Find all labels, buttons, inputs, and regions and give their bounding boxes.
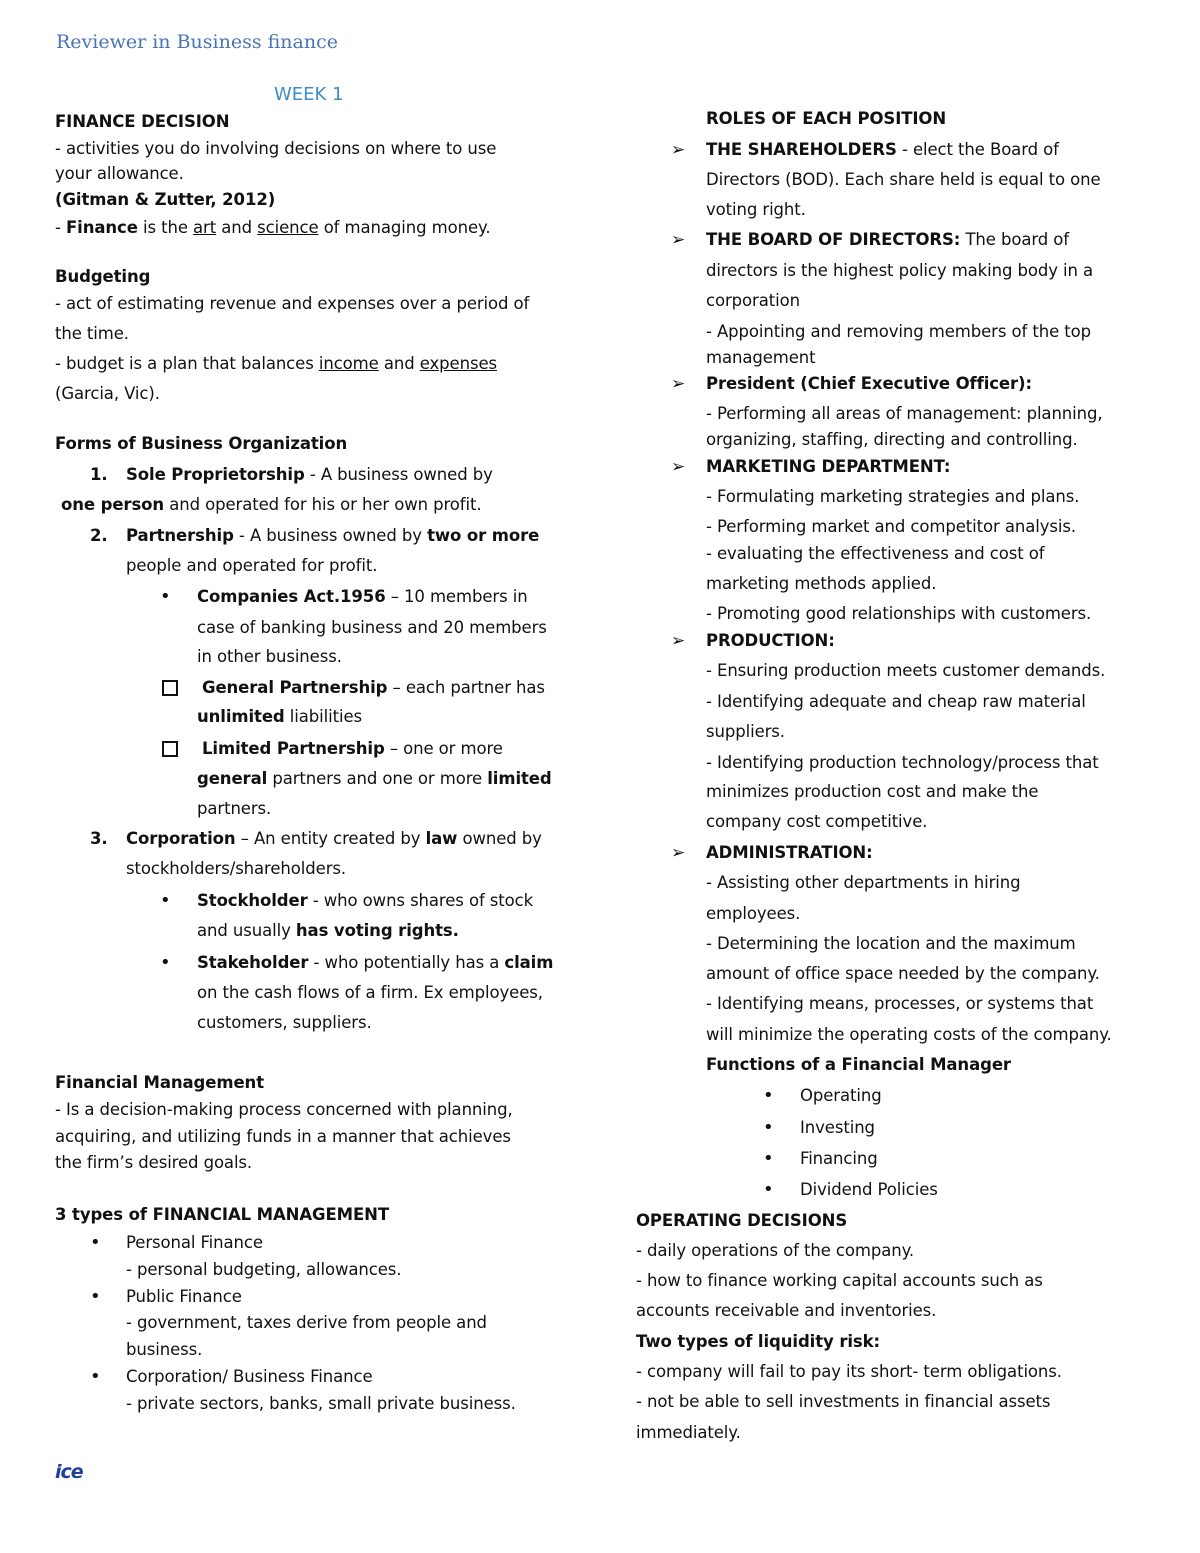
limited-partnership-text: partners. bbox=[197, 799, 272, 818]
citation: (Gitman & Zutter, 2012) bbox=[55, 190, 276, 209]
production-text: - Identifying production technology/process that bbox=[706, 753, 1099, 772]
finance-decision-heading: FINANCE DECISION bbox=[55, 112, 230, 131]
arrow-bullet-icon: ➢ bbox=[671, 230, 686, 250]
financial-management-text: acquiring, and utilizing funds in a manner that achieves bbox=[55, 1127, 511, 1146]
type-item: Corporation/ Business Finance bbox=[126, 1367, 373, 1386]
shareholders-role: THE SHAREHOLDERS - elect the Board of bbox=[706, 140, 1059, 159]
president-role: President (Chief Executive Officer): bbox=[706, 374, 1032, 393]
production-text: - Identifying adequate and cheap raw material bbox=[706, 692, 1086, 711]
bullet-icon: • bbox=[160, 952, 171, 973]
operating-decisions-text: accounts receivable and inventories. bbox=[636, 1301, 937, 1320]
production-text: - Ensuring production meets customer demands. bbox=[706, 661, 1106, 680]
liquidity-risk-text: - company will fail to pay its short- term obligations. bbox=[636, 1362, 1062, 1381]
checkbox-icon bbox=[162, 741, 178, 757]
budgeting-text: the time. bbox=[55, 324, 129, 343]
marketing-text: - Promoting good relationships with customers. bbox=[706, 604, 1092, 623]
production-text: minimizes production cost and make the bbox=[706, 782, 1039, 801]
stakeholder-text: on the cash flows of a firm. Ex employees, bbox=[197, 983, 543, 1002]
arrow-bullet-icon: ➢ bbox=[671, 631, 686, 651]
companies-act-text: case of banking business and 20 members bbox=[197, 618, 547, 637]
liquidity-risk-text: - not be able to sell investments in financial assets bbox=[636, 1392, 1051, 1411]
stakeholder: Stakeholder - who potentially has a claim bbox=[197, 953, 554, 972]
shareholders-text: Directors (BOD). Each share held is equal to one bbox=[706, 170, 1101, 189]
stakeholder-text: customers, suppliers. bbox=[197, 1013, 372, 1032]
bullet-icon: • bbox=[90, 1232, 101, 1253]
administration-text: - Identifying means, processes, or systems that bbox=[706, 994, 1094, 1013]
arrow-bullet-icon: ➢ bbox=[671, 374, 686, 394]
budgeting-text: - budget is a plan that balances income and expenses bbox=[55, 354, 498, 373]
administration-text: will minimize the operating costs of the company. bbox=[706, 1025, 1112, 1044]
bullet-icon: • bbox=[763, 1085, 774, 1106]
footer-logo: ice bbox=[55, 1461, 83, 1483]
production-text: company cost competitive. bbox=[706, 812, 928, 831]
liquidity-risk-heading: Two types of liquidity risk: bbox=[636, 1332, 880, 1351]
general-partnership: General Partnership – each partner has bbox=[202, 678, 545, 697]
liquidity-risk-text: immediately. bbox=[636, 1423, 741, 1442]
marketing-text: marketing methods applied. bbox=[706, 574, 937, 593]
finance-decision-text: - activities you do involving decisions on where to use bbox=[55, 139, 497, 158]
budgeting-text: (Garcia, Vic). bbox=[55, 384, 160, 403]
list-number: 1. bbox=[90, 465, 108, 484]
financial-management-text: - Is a decision-making process concerned with planning, bbox=[55, 1100, 513, 1119]
administration-text: - Determining the location and the maximum bbox=[706, 934, 1076, 953]
production-text: suppliers. bbox=[706, 722, 785, 741]
finance-decision-text: your allowance. bbox=[55, 164, 184, 183]
arrow-bullet-icon: ➢ bbox=[671, 843, 686, 863]
marketing-text: - Performing market and competitor analysis. bbox=[706, 517, 1076, 536]
president-text: - Performing all areas of management: planning, bbox=[706, 404, 1103, 423]
president-text: organizing, staffing, directing and controlling. bbox=[706, 430, 1078, 449]
operating-decisions-heading: OPERATING DECISIONS bbox=[636, 1211, 848, 1230]
budgeting-text: - act of estimating revenue and expenses over a period of bbox=[55, 294, 530, 313]
board-text: corporation bbox=[706, 291, 800, 310]
roles-heading: ROLES OF EACH POSITION bbox=[706, 109, 947, 128]
forms-heading: Forms of Business Organization bbox=[55, 434, 348, 453]
type-description: - private sectors, banks, small private business. bbox=[126, 1394, 516, 1413]
stockholder-text: and usually has voting rights. bbox=[197, 921, 459, 940]
week-label: WEEK 1 bbox=[274, 84, 344, 105]
production-role: PRODUCTION: bbox=[706, 631, 835, 650]
bullet-icon: • bbox=[90, 1366, 101, 1387]
administration-role: ADMINISTRATION: bbox=[706, 843, 873, 862]
financial-management-heading: Financial Management bbox=[55, 1073, 264, 1092]
arrow-bullet-icon: ➢ bbox=[671, 140, 686, 160]
marketing-text: - Formulating marketing strategies and plans. bbox=[706, 487, 1080, 506]
functions-heading: Functions of a Financial Manager bbox=[706, 1055, 1011, 1074]
marketing-text: - evaluating the effectiveness and cost of bbox=[706, 544, 1045, 563]
type-item: Personal Finance bbox=[126, 1233, 263, 1252]
bullet-icon: • bbox=[90, 1286, 101, 1307]
companies-act-text: in other business. bbox=[197, 647, 342, 666]
bullet-icon: • bbox=[763, 1117, 774, 1138]
arrow-bullet-icon: ➢ bbox=[671, 457, 686, 477]
finance-definition: - Finance is the art and science of managing money. bbox=[55, 218, 491, 237]
budgeting-heading: Budgeting bbox=[55, 267, 151, 286]
partnership-text: people and operated for profit. bbox=[126, 556, 378, 575]
document-header: Reviewer in Business finance bbox=[56, 31, 338, 53]
limited-partnership: Limited Partnership – one or more bbox=[202, 739, 503, 758]
function-item: Investing bbox=[800, 1118, 875, 1137]
bullet-icon: • bbox=[763, 1179, 774, 1200]
operating-decisions-text: - how to finance working capital accounts such as bbox=[636, 1271, 1043, 1290]
list-number: 2. bbox=[90, 526, 108, 545]
companies-act: Companies Act.1956 – 10 members in bbox=[197, 587, 528, 606]
marketing-role: MARKETING DEPARTMENT: bbox=[706, 457, 951, 476]
types-heading: 3 types of FINANCIAL MANAGEMENT bbox=[55, 1205, 390, 1224]
type-description: - government, taxes derive from people and bbox=[126, 1313, 487, 1332]
function-item: Operating bbox=[800, 1086, 882, 1105]
administration-text: employees. bbox=[706, 904, 801, 923]
financial-management-text: the firm’s desired goals. bbox=[55, 1153, 253, 1172]
limited-partnership-text: general partners and one or more limited bbox=[197, 769, 552, 788]
corporation: Corporation – An entity created by law owned by bbox=[126, 829, 542, 848]
board-role: THE BOARD OF DIRECTORS: The board of bbox=[706, 230, 1069, 249]
function-item: Financing bbox=[800, 1149, 878, 1168]
general-partnership-text: unlimited liabilities bbox=[197, 707, 363, 726]
shareholders-text: voting right. bbox=[706, 200, 806, 219]
function-item: Dividend Policies bbox=[800, 1180, 938, 1199]
sole-proprietorship: Sole Proprietorship - A business owned by bbox=[126, 465, 493, 484]
corporation-text: stockholders/shareholders. bbox=[126, 859, 347, 878]
board-text: directors is the highest policy making body in a bbox=[706, 261, 1094, 280]
board-text: management bbox=[706, 348, 816, 367]
stockholder: Stockholder - who owns shares of stock bbox=[197, 891, 534, 910]
type-description: - personal budgeting, allowances. bbox=[126, 1260, 402, 1279]
sole-proprietorship-text: one person and operated for his or her own profit. bbox=[61, 495, 482, 514]
bullet-icon: • bbox=[160, 890, 171, 911]
type-item: Public Finance bbox=[126, 1287, 242, 1306]
partnership: Partnership - A business owned by two or more bbox=[126, 526, 540, 545]
administration-text: - Assisting other departments in hiring bbox=[706, 873, 1021, 892]
board-text: - Appointing and removing members of the top bbox=[706, 322, 1092, 341]
checkbox-icon bbox=[162, 680, 178, 696]
bullet-icon: • bbox=[160, 586, 171, 607]
operating-decisions-text: - daily operations of the company. bbox=[636, 1241, 915, 1260]
type-description: business. bbox=[126, 1340, 203, 1359]
bullet-icon: • bbox=[763, 1148, 774, 1169]
list-number: 3. bbox=[90, 829, 108, 848]
administration-text: amount of office space needed by the company. bbox=[706, 964, 1100, 983]
